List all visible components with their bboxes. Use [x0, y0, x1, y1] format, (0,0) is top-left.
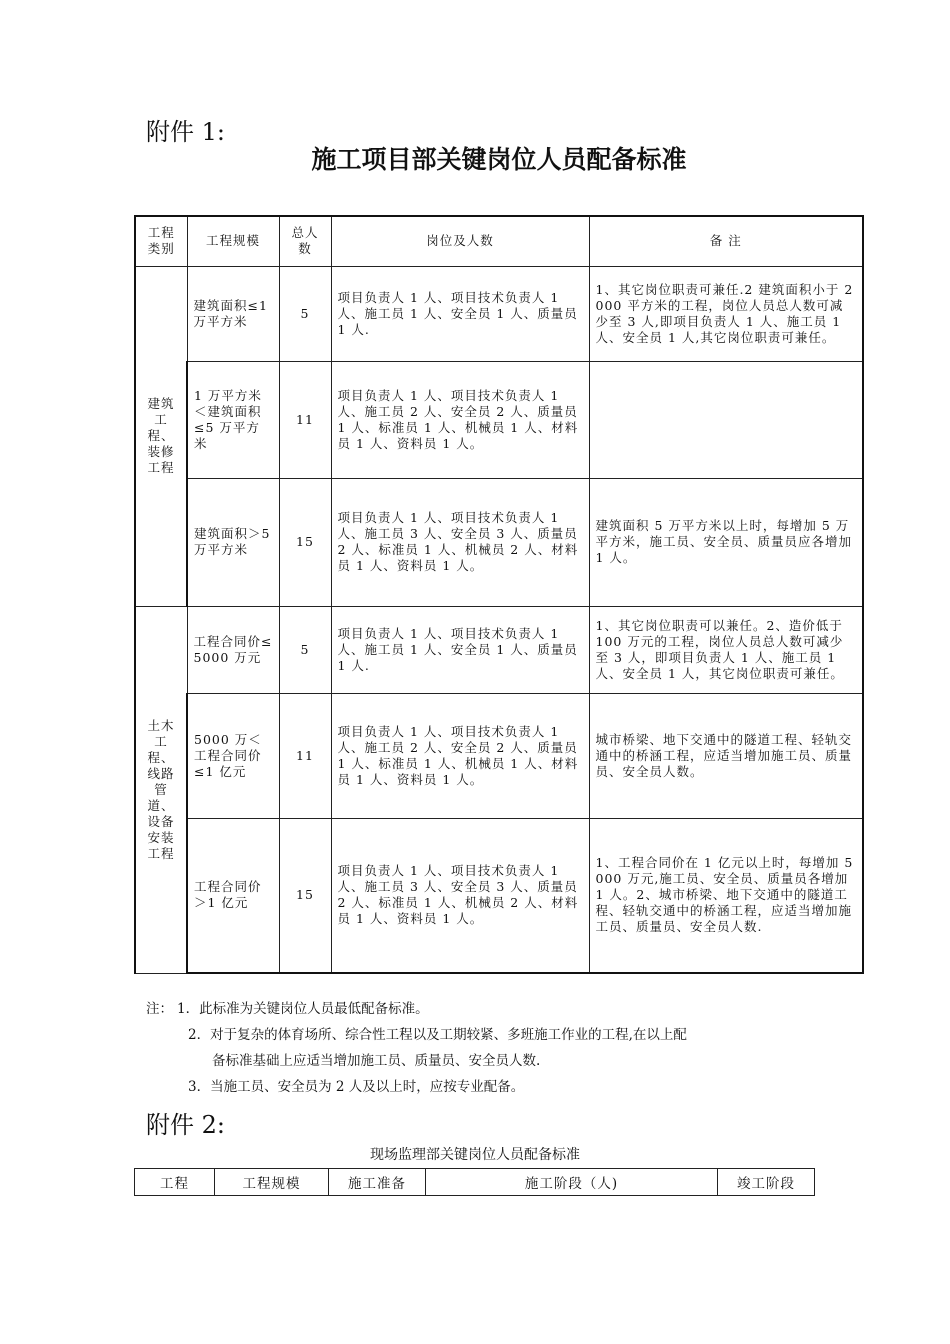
header-cell: 施工阶段（人) [426, 1169, 718, 1196]
attachment-1-label: 附件 1: [146, 118, 225, 146]
header-positions: 岗位及人数 [331, 216, 589, 266]
positions-cell: 项目负责人 1 人、项目技术负责人 1 人、施工员 2 人、安全员 2 人、质量员 1 人、标准员 1 人、机械员 1 人、材料员 1 人、资料员 1 人。 [331, 693, 589, 818]
remarks-cell [589, 361, 863, 478]
header-cell: 施工准备 [329, 1169, 426, 1196]
positions-cell: 项目负责人 1 人、项目技术负责人 1 人、施工员 1 人、安全员 1 人、质量员 1 人. [331, 266, 589, 361]
staffing-table [134, 215, 864, 974]
remarks-cell: 1、工程合同价在 1 亿元以上时，每增加 5000 万元,施工员、安全员、质量员各增加 1 人。2、城市桥梁、地下交通中的隧道工程、轻轨交通中的桥涵工程，应适当增加施工员、质量员、安全员人数. [589, 818, 863, 973]
scale-cell: 工程合同价＞1 亿元 [187, 818, 279, 973]
remarks-cell: 1、其它岗位职责可兼任.2 建筑面积小于 2000 平方米的工程，岗位人员总人数可减少至 3 人,即项目负责人 1 人、施工员 1 人、安全员 1 人,其它岗位职责可兼任。 [589, 266, 863, 361]
positions-cell: 项目负责人 1 人、项目技术负责人 1 人、施工员 3 人、安全员 3 人、质量员 2 人、标准员 1 人、机械员 2 人、材料员 1 人、资料员 1 人。 [331, 478, 589, 606]
positions-cell: 项目负责人 1 人、项目技术负责人 1 人、施工员 1 人、安全员 1 人、质量员 1 人. [331, 606, 589, 693]
remarks-cell: 1、其它岗位职责可以兼任。2、造价低于 100 万元的工程，岗位人员总人数可减少至 3 人，即项目负责人 1 人、施工员 1 人、安全员 1 人，其它岗位职责可兼任。 [589, 606, 863, 693]
attachment-2-label: 附件 2: [146, 1111, 225, 1139]
note-item: 3．当施工员、安全员为 2 人及以上时，应按专业配备。 [188, 1079, 525, 1095]
remarks-cell: 建筑面积 5 万平方米以上时，每增加 5 万平方米，施工员、安全员、质量员应各增加 1 人。 [589, 478, 863, 606]
supervision-table [134, 1168, 815, 1196]
total-cell: 5 [279, 266, 331, 361]
table-header-row [135, 1169, 815, 1196]
header-cell: 竣工阶段 [718, 1169, 815, 1196]
header-remarks: 备 注 [589, 216, 863, 266]
category-cell: 建筑工程、装修工程 [135, 266, 187, 606]
note-item: 2．对于复杂的体育场所、综合性工程以及工期较紧、多班施工作业的工程,在以上配 [188, 1027, 687, 1043]
second-table-title: 现场监理部关键岗位人员配备标准 [370, 1147, 580, 1163]
notes-section [146, 996, 687, 1100]
total-cell: 5 [279, 606, 331, 693]
table-row [135, 266, 863, 361]
positions-cell: 项目负责人 1 人、项目技术负责人 1 人、施工员 2 人、安全员 2 人、质量员 1 人、标准员 1 人、机械员 1 人、材料员 1 人、资料员 1 人。 [331, 361, 589, 478]
header-scale: 工程规模 [187, 216, 279, 266]
table-row [135, 818, 863, 973]
total-cell: 11 [279, 361, 331, 478]
note-line [146, 1048, 687, 1074]
note-line [146, 1022, 687, 1048]
note-item: 1．此标准为关键岗位人员最低配备标准。 [177, 1001, 429, 1017]
header-cell: 工程规模 [215, 1169, 329, 1196]
note-item: 备标准基础上应适当增加施工员、质量员、安全员人数. [212, 1053, 541, 1069]
category-cell: 土木工程、线路管道、设备安装工程 [135, 606, 187, 973]
document-title: 施工项目部关键岗位人员配备标准 [311, 145, 687, 174]
positions-cell: 项目负责人 1 人、项目技术负责人 1 人、施工员 3 人、安全员 3 人、质量员 2 人、标准员 1 人、机械员 2 人、材料员 1 人、资料员 1 人。 [331, 818, 589, 973]
total-cell: 11 [279, 693, 331, 818]
header-category: 工程类别 [135, 216, 187, 266]
scale-cell: 建筑面积＞5 万平方米 [187, 478, 279, 606]
notes-prefix: 注： [146, 1001, 173, 1017]
scale-cell: 5000 万＜工程合同价≤1 亿元 [187, 693, 279, 818]
total-cell: 15 [279, 478, 331, 606]
header-total: 总人数 [279, 216, 331, 266]
header-cell: 工程 [135, 1169, 215, 1196]
scale-cell: 1 万平方米＜建筑面积≤5 万平方米 [187, 361, 279, 478]
table-row [135, 478, 863, 606]
scale-cell: 建筑面积≤1 万平方米 [187, 266, 279, 361]
table-header-row [135, 216, 863, 266]
table-row [135, 693, 863, 818]
scale-cell: 工程合同价≤5000 万元 [187, 606, 279, 693]
note-line [146, 1074, 687, 1100]
table-row [135, 606, 863, 693]
table-row [135, 361, 863, 478]
note-line [146, 996, 687, 1022]
remarks-cell: 城市桥梁、地下交通中的隧道工程、轻轨交通中的桥涵工程，应适当增加施工员、质量员、安全员人数。 [589, 693, 863, 818]
total-cell: 15 [279, 818, 331, 973]
